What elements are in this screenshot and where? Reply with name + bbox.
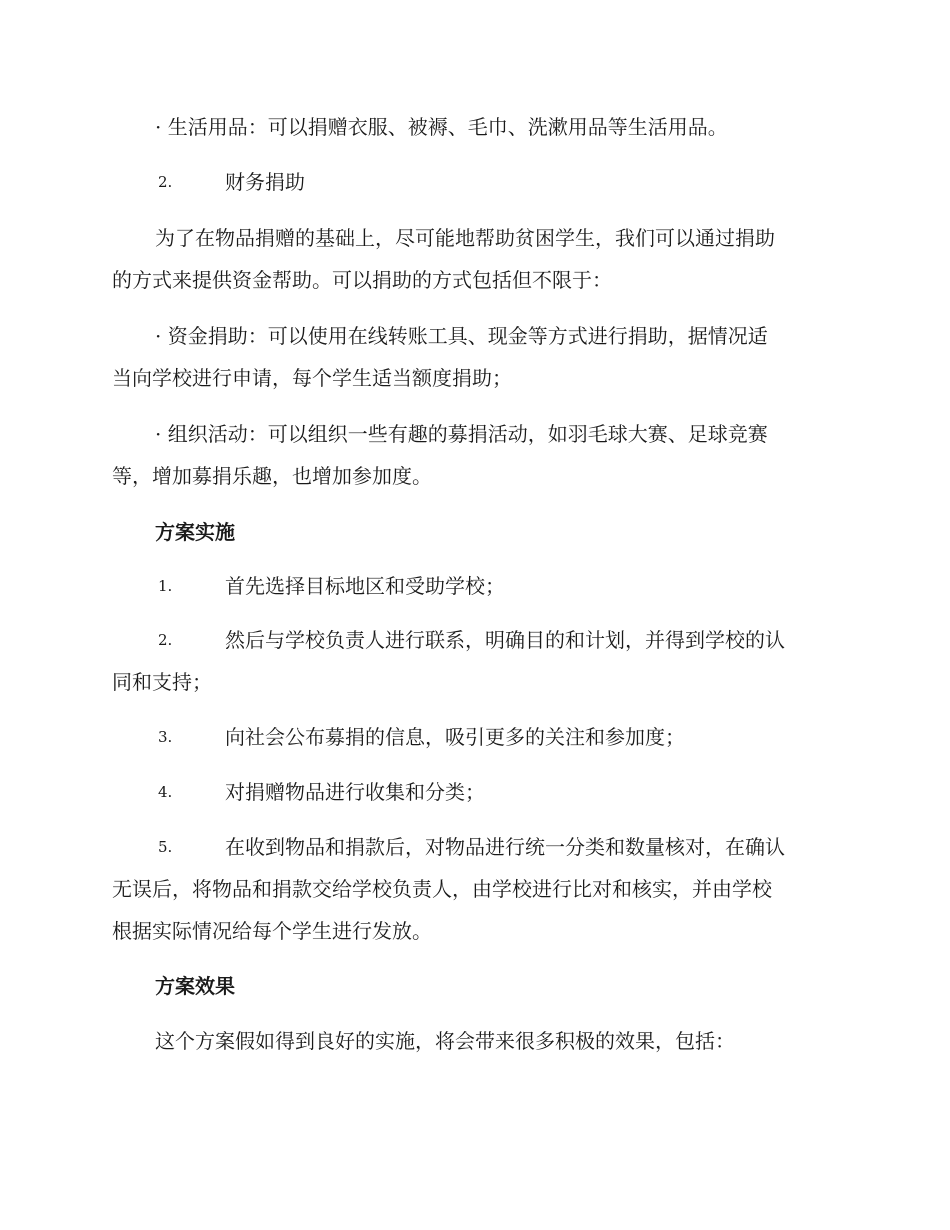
step-text: 在收到物品和捐款后，对物品进行统一分类和数量核对，在确认: [225, 835, 785, 859]
step-number: 1.: [158, 577, 173, 595]
heading-implementation: 方案实施: [155, 520, 235, 544]
bullet-organize-activity: · 组织活动：可以组织一些有趣的募捐活动，如羽毛球大赛、足球竞赛: [155, 422, 768, 446]
section-title-financial: 财务捐助: [225, 170, 305, 194]
step-number: 4.: [158, 783, 173, 801]
paragraph-line: 这个方案假如得到良好的实施，将会带来很多积极的效果，包括：: [155, 1029, 735, 1053]
step-text: 对捐赠物品进行收集和分类；: [225, 780, 485, 804]
step-text-cont: 根据实际情况给每个学生进行发放。: [112, 919, 432, 943]
step-text: 首先选择目标地区和受助学校；: [225, 574, 505, 598]
paragraph-line: 为了在物品捐赠的基础上，尽可能地帮助贫困学生，我们可以通过捐助: [155, 226, 775, 250]
step-text: 然后与学校负责人进行联系，明确目的和计划，并得到学校的认: [225, 628, 785, 652]
step-number: 2.: [158, 631, 173, 649]
section-number: 2.: [158, 173, 173, 191]
bullet-organize-activity-cont: 等，增加募捐乐趣，也增加参加度。: [112, 464, 432, 488]
step-number: 3.: [158, 728, 173, 746]
step-text-cont: 无误后，将物品和捐款交给学校负责人，由学校进行比对和核实，并由学校: [112, 877, 772, 901]
bullet-fund-donation: · 资金捐助：可以使用在线转账工具、现金等方式进行捐助，据情况适: [155, 324, 768, 348]
step-text-cont: 同和支持；: [112, 670, 212, 694]
heading-effect: 方案效果: [155, 974, 235, 998]
bullet-fund-donation-cont: 当向学校进行申请，每个学生适当额度捐助；: [112, 366, 512, 390]
step-text: 向社会公布募捐的信息，吸引更多的关注和参加度；: [225, 725, 685, 749]
paragraph-line: 的方式来提供资金帮助。可以捐助的方式包括但不限于：: [112, 268, 612, 292]
step-number: 5.: [158, 838, 173, 856]
bullet-living-supplies: · 生活用品：可以捐赠衣服、被褥、毛巾、洗漱用品等生活用品。: [155, 115, 728, 139]
